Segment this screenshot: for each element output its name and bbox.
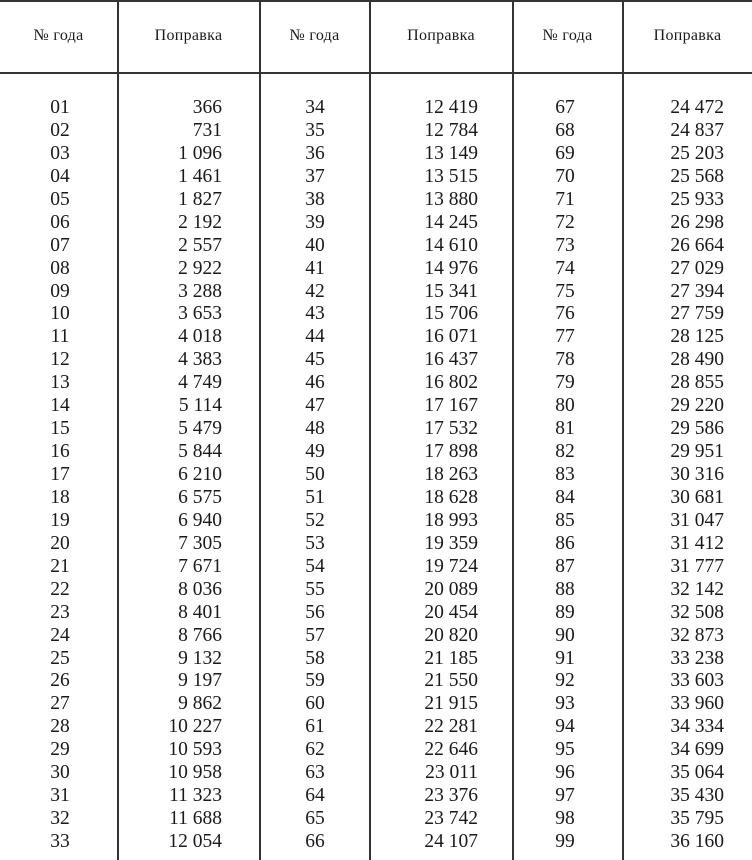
year-cell: 99	[555, 831, 575, 852]
correction-cell: 26 298	[670, 211, 724, 233]
correction-cell: 29 586	[670, 418, 724, 440]
year-cell: 75	[555, 280, 575, 302]
correction-cell: 23 376	[424, 785, 478, 807]
year-cell: 51	[305, 486, 325, 508]
year-cell: 98	[555, 808, 575, 830]
year-cell: 07	[50, 234, 70, 256]
correction-cell: 18 628	[424, 486, 478, 508]
correction-cell: 16 802	[424, 372, 478, 394]
header-correction-2: Поправка	[407, 27, 475, 44]
correction-cell: 28 125	[670, 326, 724, 348]
header-correction-3: Поправка	[653, 27, 722, 44]
year-cell: 76	[555, 303, 575, 325]
correction-cell: 29 951	[670, 441, 724, 463]
year-cell: 17	[50, 464, 70, 485]
year-cell: 12	[50, 349, 70, 371]
year-cell: 30	[50, 762, 70, 784]
year-cell: 90	[555, 624, 575, 646]
year-cell: 66	[305, 831, 325, 852]
year-cell: 81	[555, 418, 575, 440]
table-header-rule	[0, 72, 752, 74]
year-cell: 19	[50, 509, 70, 531]
year-cell: 77	[555, 326, 575, 348]
year-cell: 36	[305, 142, 325, 164]
year-cell: 45	[305, 349, 325, 371]
year-cell: 91	[555, 647, 575, 669]
correction-cell: 6 575	[178, 486, 222, 508]
correction-cell: 5 114	[178, 395, 222, 417]
correction-cell: 6 940	[178, 509, 222, 531]
year-cell: 22	[50, 578, 70, 600]
year-cell: 21	[50, 555, 70, 577]
correction-cell: 27 759	[670, 303, 724, 325]
correction-cell: 25 933	[670, 188, 724, 210]
year-cell: 03	[50, 142, 70, 164]
year-cell: 04	[50, 165, 70, 187]
year-cell: 05	[50, 188, 70, 210]
year-cell: 57	[305, 624, 325, 646]
correction-cell: 31 412	[670, 532, 724, 554]
year-cell: 02	[50, 119, 70, 141]
year-cell: 97	[555, 785, 575, 807]
correction-cell: 20 454	[424, 601, 478, 623]
correction-cell: 24 107	[424, 831, 478, 852]
correction-cell: 32 142	[670, 578, 724, 600]
year-cell: 93	[555, 693, 575, 715]
year-cell: 15	[50, 418, 70, 440]
year-cell: 85	[555, 509, 575, 531]
year-cell: 92	[555, 670, 575, 692]
correction-cell: 24 837	[670, 119, 724, 141]
year-cell: 55	[305, 578, 325, 600]
year-cell: 13	[50, 372, 70, 394]
correction-cell: 13 880	[424, 188, 478, 210]
correction-cell: 8 401	[178, 601, 222, 623]
year-cell: 28	[50, 716, 70, 738]
year-cell: 89	[555, 601, 575, 623]
correction-cell: 21 550	[424, 670, 478, 692]
year-cell: 53	[305, 532, 325, 554]
correction-cell: 34 334	[670, 716, 724, 738]
year-cell: 44	[305, 326, 325, 348]
column-divider	[622, 0, 624, 860]
year-cell: 40	[305, 234, 325, 256]
year-cell: 83	[555, 464, 575, 485]
year-cell: 65	[305, 808, 325, 830]
year-cell: 64	[305, 785, 325, 807]
year-cell: 50	[305, 464, 325, 485]
year-cell: 52	[305, 509, 325, 531]
year-cell: 95	[555, 739, 575, 761]
year-cell: 24	[50, 624, 70, 646]
correction-cell: 17 167	[424, 395, 478, 417]
year-cell: 47	[305, 395, 325, 417]
correction-cell: 31 047	[670, 509, 724, 531]
correction-cell: 15 706	[424, 303, 478, 325]
year-cell: 71	[555, 188, 575, 210]
correction-cell: 10 593	[168, 739, 222, 761]
correction-cell: 20 089	[424, 578, 478, 600]
correction-cell: 28 490	[670, 349, 724, 371]
year-cell: 62	[305, 739, 325, 761]
correction-cell: 25 203	[670, 142, 724, 164]
column-divider	[512, 0, 514, 860]
year-cell: 41	[305, 257, 325, 279]
year-cell: 23	[50, 601, 70, 623]
correction-cell: 32 508	[670, 601, 724, 623]
correction-cell: 34 699	[670, 739, 724, 761]
header-year-3: № года	[542, 27, 593, 44]
year-cell: 46	[305, 372, 325, 394]
year-cell: 67	[555, 97, 575, 118]
year-cell: 61	[305, 716, 325, 738]
column-divider	[259, 0, 261, 860]
correction-cell: 366	[192, 97, 222, 118]
year-cell: 74	[555, 257, 575, 279]
year-cell: 29	[50, 739, 70, 761]
correction-column	[382, 97, 478, 854]
correction-cell: 9 197	[178, 670, 222, 692]
correction-cell: 12 784	[424, 119, 478, 141]
correction-cell: 16 437	[424, 349, 478, 371]
correction-cell: 10 227	[168, 716, 222, 738]
correction-cell: 33 960	[670, 693, 724, 715]
correction-cell: 8 036	[178, 578, 222, 600]
year-cell: 58	[305, 647, 325, 669]
correction-cell: 6 210	[178, 464, 222, 485]
header-year-2: № года	[289, 27, 340, 44]
correction-cell: 4 018	[178, 326, 222, 348]
header-year-1: № года	[33, 27, 84, 44]
year-cell: 80	[555, 395, 575, 417]
year-cell: 86	[555, 532, 575, 554]
year-cell: 84	[555, 486, 575, 508]
year-cell: 78	[555, 349, 575, 371]
correction-cell: 18 263	[424, 464, 478, 485]
correction-cell: 19 359	[424, 532, 478, 554]
correction-cell: 31 777	[670, 555, 724, 577]
correction-cell: 4 383	[178, 349, 222, 371]
year-cell: 20	[50, 532, 70, 554]
year-cell: 56	[305, 601, 325, 623]
year-cell: 54	[305, 555, 325, 577]
year-cell: 35	[305, 119, 325, 141]
correction-cell: 27 029	[670, 257, 724, 279]
year-cell: 49	[305, 441, 325, 463]
year-cell: 25	[50, 647, 70, 669]
correction-cell: 23 011	[425, 762, 478, 784]
year-cell: 16	[50, 441, 70, 463]
correction-column	[628, 97, 724, 854]
year-cell: 14	[50, 395, 70, 417]
correction-cell: 4 749	[178, 372, 222, 394]
correction-cell: 18 993	[424, 509, 478, 531]
correction-cell: 20 820	[424, 624, 478, 646]
year-column	[543, 97, 587, 854]
year-cell: 59	[305, 670, 325, 692]
year-cell: 63	[305, 762, 325, 784]
correction-cell: 9 132	[178, 647, 222, 669]
year-cell: 06	[50, 211, 70, 233]
correction-cell: 30 316	[670, 464, 724, 485]
year-cell: 26	[50, 670, 70, 692]
correction-cell: 16 071	[424, 326, 478, 348]
correction-cell: 29 220	[670, 395, 724, 417]
year-cell: 68	[555, 119, 575, 141]
year-cell: 48	[305, 418, 325, 440]
correction-cell: 17 532	[424, 418, 478, 440]
correction-cell: 14 610	[424, 234, 478, 256]
correction-column	[150, 97, 222, 854]
correction-cell: 7 671	[178, 555, 222, 577]
correction-cell: 1 096	[178, 142, 222, 164]
correction-cell: 19 724	[424, 555, 478, 577]
header-correction-1: Поправка	[154, 27, 223, 44]
year-cell: 70	[555, 165, 575, 187]
year-cell: 60	[305, 693, 325, 715]
correction-cell: 2 557	[178, 234, 222, 256]
year-cell: 73	[555, 234, 575, 256]
year-cell: 88	[555, 578, 575, 600]
correction-cell: 15 341	[424, 280, 478, 302]
correction-cell: 30 681	[670, 486, 724, 508]
year-cell: 34	[305, 97, 325, 118]
correction-cell: 1 827	[178, 188, 222, 210]
correction-cell: 33 603	[670, 670, 724, 692]
correction-cell: 21 185	[424, 647, 478, 669]
correction-cell: 36 160	[670, 831, 724, 852]
correction-cell: 25 568	[670, 165, 724, 187]
year-cell: 43	[305, 303, 325, 325]
correction-cell: 10 958	[168, 762, 222, 784]
correction-cell: 731	[192, 119, 222, 141]
year-cell: 08	[50, 257, 70, 279]
year-cell: 31	[50, 785, 70, 807]
correction-cell: 11 688	[169, 808, 222, 830]
year-cell: 09	[50, 280, 70, 302]
correction-cell: 5 479	[178, 418, 222, 440]
year-cell: 39	[305, 211, 325, 233]
correction-cell: 22 646	[424, 739, 478, 761]
year-cell: 94	[555, 716, 575, 738]
year-cell: 18	[50, 486, 70, 508]
correction-cell: 7 305	[178, 532, 222, 554]
correction-cell: 21 915	[424, 693, 478, 715]
column-divider	[117, 0, 119, 860]
correction-cell: 32 873	[670, 624, 724, 646]
correction-cell: 13 515	[424, 165, 478, 187]
correction-cell: 3 288	[178, 280, 222, 302]
correction-cell: 26 664	[670, 234, 724, 256]
correction-cell: 5 844	[178, 441, 222, 463]
year-cell: 10	[50, 303, 70, 325]
correction-cell: 17 898	[424, 441, 478, 463]
correction-cell: 1 461	[178, 165, 222, 187]
year-cell: 01	[50, 97, 70, 118]
correction-cell: 12 419	[424, 97, 478, 118]
correction-cell: 11 323	[169, 785, 222, 807]
correction-cell: 23 742	[424, 808, 478, 830]
correction-cell: 14 245	[424, 211, 478, 233]
year-cell: 11	[50, 326, 70, 348]
year-cell: 96	[555, 762, 575, 784]
year-cell: 72	[555, 211, 575, 233]
year-column	[293, 97, 337, 854]
correction-cell: 8 766	[178, 624, 222, 646]
correction-cell: 2 922	[178, 257, 222, 279]
column-divider	[369, 0, 371, 860]
year-cell: 42	[305, 280, 325, 302]
correction-cell: 27 394	[670, 280, 724, 302]
year-cell: 27	[50, 693, 70, 715]
year-cell: 69	[555, 142, 575, 164]
year-cell: 79	[555, 372, 575, 394]
year-cell: 37	[305, 165, 325, 187]
correction-cell: 2 192	[178, 211, 222, 233]
correction-cell: 22 281	[424, 716, 478, 738]
correction-cell: 9 862	[178, 693, 222, 715]
year-column	[38, 97, 82, 854]
correction-cell: 14 976	[424, 257, 478, 279]
correction-cell: 33 238	[670, 647, 724, 669]
correction-cell: 28 855	[670, 372, 724, 394]
correction-cell: 12 054	[168, 831, 222, 852]
year-cell: 33	[50, 831, 70, 852]
year-cell: 38	[305, 188, 325, 210]
correction-cell: 24 472	[670, 97, 724, 118]
year-cell: 82	[555, 441, 575, 463]
correction-cell: 35 795	[670, 808, 724, 830]
correction-cell: 35 430	[670, 785, 724, 807]
year-cell: 87	[555, 555, 575, 577]
correction-cell: 35 064	[670, 762, 724, 784]
correction-cell: 13 149	[424, 142, 478, 164]
correction-cell: 3 653	[178, 303, 222, 325]
year-cell: 32	[50, 808, 70, 830]
